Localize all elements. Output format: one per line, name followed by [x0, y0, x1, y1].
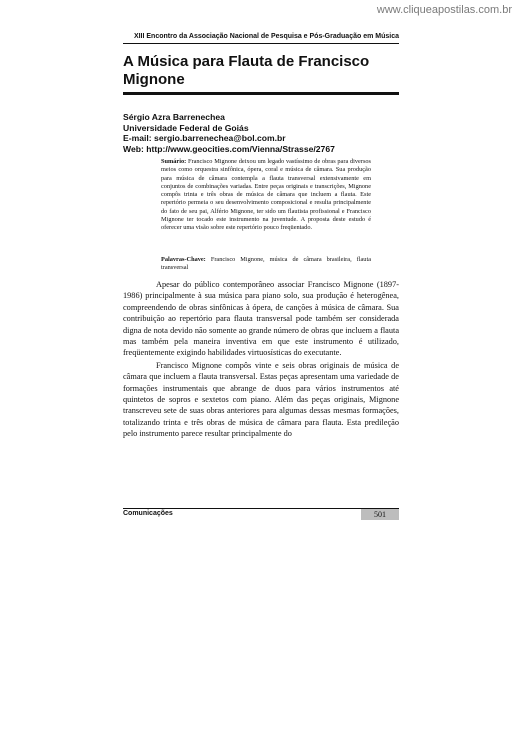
author-name: Sérgio Azra Barrenechea — [123, 112, 225, 122]
paper-title: A Música para Flauta de Francisco Mignone — [123, 53, 370, 88]
watermark: www.cliqueapostilas.com.br — [376, 4, 512, 16]
abstract-label: Sumário: — [161, 158, 187, 165]
author-web: Web: http://www.geocities.com/Vienna/Strasse/2767 — [123, 143, 335, 154]
document-page — [123, 0, 399, 736]
body-paragraph: Francisco Mignone compôs vinte e seis obras originais de música de câmara que incluem a flauta transversal. Estas peças apresentam uma variedade de formações instrumentais que abrange de duos para vários instrumentos até quintetos de sopros e sextetos com piano. Além das peças originais, Mignone transcreveu sete de suas obras anteriores para algumas dessas mesmas formações, totalizando trinta e três obras de música de câmara para flauta. Esta predileção pelo instrumento parece resultar principalmente do — [123, 360, 399, 439]
author-block — [123, 112, 399, 154]
body-paragraph: Apesar do público contemporâneo associar Francisco Mignone (1897-1986) principalmente à sua música para piano solo, sua produção é heterogênea, compreendendo de obras sinfônicas à ópera, de canções à música de câmara. Sua contribuição ao repertório para flauta transversal pode também ser considerada digna de nota devido não somente ao grande número de obras que incluem a flauta mas também pela maneira inventiva em que este instrumento é utilizado, freqüentemente exigindo habilidades virtuosísticas do executante. — [123, 280, 399, 358]
author-affiliation: Universidade Federal de Goiás — [123, 122, 249, 133]
title-rule — [123, 92, 399, 95]
keywords — [161, 256, 371, 273]
page-number: 501 — [361, 509, 399, 520]
author-email: E-mail: sergio.barrenechea@bol.com.br — [123, 133, 286, 143]
keywords-label: Palavras-Chave: — [161, 256, 206, 263]
keywords-text: Francisco Mignone, música de câmara brasileira, flauta transversal — [161, 256, 372, 272]
footer-section: Comunicações — [123, 510, 173, 517]
abstract-text: Francisco Mignone deixou um legado vastíssimo de obras para diversos meios como orquestra sinfônica, ópera, coral e música de câmara. Sua produção para música de câmara contempla a flauta transversal extensivamente em conjuntos de combinações variadas. Entre peças originais e transcrições, Mignone compôs trinta e três obras de música de câmara que incluem a flauta. Este repertório permeia o seu desenvolvimento composicional e resulta principalmente do fato de seu pai, Alfério Mignone, ter sido um flautista profissional e Francisco Mignone ter tocado este instrumento na juventude. A proposta deste estudo é oferecer uma visão sobre este repertório pouco freqüentado. — [161, 158, 371, 231]
body-text — [123, 279, 399, 441]
header-rule — [123, 43, 399, 44]
running-header: XIII Encontro da Associação Nacional de Pesquisa e Pós-Graduação em Música — [133, 33, 399, 40]
abstract — [161, 158, 371, 232]
